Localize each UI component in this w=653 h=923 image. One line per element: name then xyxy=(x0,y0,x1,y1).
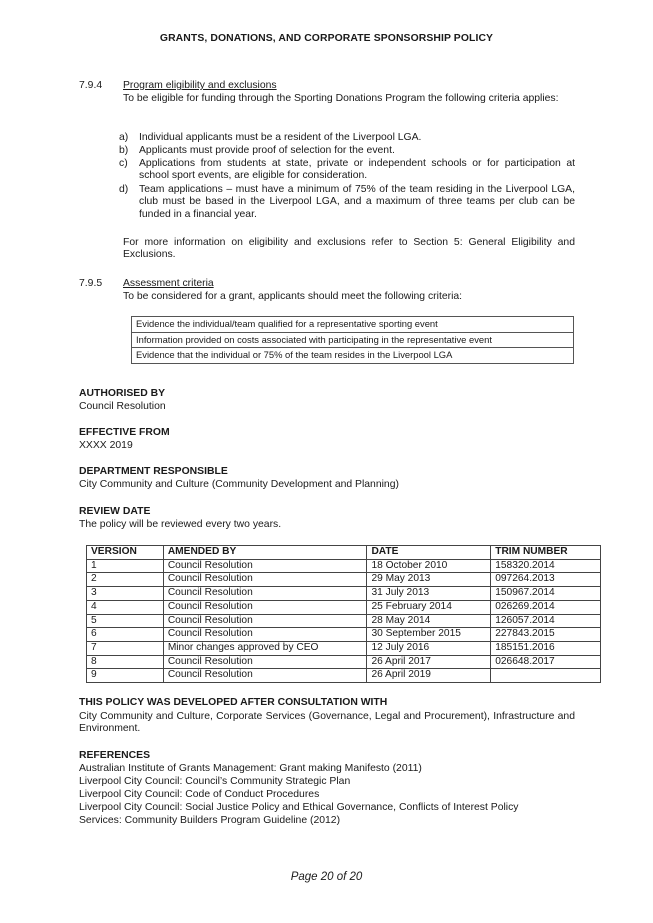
table-cell: 026269.2014 xyxy=(491,600,601,614)
table-cell: Minor changes approved by CEO xyxy=(163,641,367,655)
section-number-794: 7.9.4 xyxy=(79,80,103,91)
criteria-cell: Information provided on costs associated with participating in the representative event xyxy=(132,332,574,348)
table-cell: Council Resolution xyxy=(163,587,367,601)
section-title-795: Assessment criteria xyxy=(123,278,214,289)
table-cell: 28 May 2014 xyxy=(367,614,491,628)
list-item-letter: b) xyxy=(119,145,129,156)
table-row xyxy=(87,628,601,642)
criteria-table xyxy=(131,316,574,364)
page-header-title: GRANTS, DONATIONS, AND CORPORATE SPONSORSHIP POLICY xyxy=(159,33,494,44)
table-cell: Council Resolution xyxy=(163,559,367,573)
table-cell: 026648.2017 xyxy=(491,655,601,669)
department-heading: DEPARTMENT RESPONSIBLE xyxy=(79,466,228,477)
table-cell: Council Resolution xyxy=(163,600,367,614)
reference-item: Australian Institute of Grants Management: Grant making Manifesto (2011) xyxy=(79,763,422,774)
table-row xyxy=(132,332,574,348)
list-item-letter: d) xyxy=(119,184,129,195)
review-date-value: The policy will be reviewed every two years. xyxy=(79,519,282,530)
section-795-intro: To be considered for a grant, applicants should meet the following criteria: xyxy=(123,291,463,302)
consultation-heading: THIS POLICY WAS DEVELOPED AFTER CONSULTATION WITH xyxy=(79,697,388,708)
column-header: VERSION xyxy=(87,546,164,560)
table-cell: 1 xyxy=(87,559,164,573)
consultation-value: City Community and Culture, Corporate Services (Governance, Legal and Procurement), Infrastructure and Environment. xyxy=(79,711,575,735)
reference-item: Liverpool City Council: Social Justice Policy and Ethical Governance, Conflicts of Interest Policy xyxy=(79,802,519,813)
table-row xyxy=(87,641,601,655)
reference-item: Liverpool City Council: Code of Conduct Procedures xyxy=(79,789,320,800)
table-cell: 12 July 2016 xyxy=(367,641,491,655)
table-cell: 31 July 2013 xyxy=(367,587,491,601)
table-row xyxy=(87,669,601,683)
table-cell: 097264.2013 xyxy=(491,573,601,587)
table-cell: 9 xyxy=(87,669,164,683)
page-number: Page 20 of 20 xyxy=(290,871,363,883)
table-cell: Council Resolution xyxy=(163,628,367,642)
section-794-intro: To be eligible for funding through the Sporting Donations Program the following criteria applies: xyxy=(123,93,559,104)
table-row xyxy=(132,317,574,333)
version-table xyxy=(86,545,601,683)
table-cell: Council Resolution xyxy=(163,655,367,669)
column-header: AMENDED BY xyxy=(163,546,367,560)
table-cell: 2 xyxy=(87,573,164,587)
table-cell: 26 April 2017 xyxy=(367,655,491,669)
table-cell: 158320.2014 xyxy=(491,559,601,573)
table-row xyxy=(87,655,601,669)
table-row xyxy=(132,348,574,364)
table-cell xyxy=(491,669,601,683)
list-item-text: Applications from students at state, private or independent schools or for participation at school sport events, are eligible for consideration. xyxy=(139,158,575,182)
table-cell: 6 xyxy=(87,628,164,642)
reference-item: Liverpool City Council: Council’s Community Strategic Plan xyxy=(79,776,351,787)
table-cell: 3 xyxy=(87,587,164,601)
criteria-cell: Evidence the individual/team qualified for a representative sporting event xyxy=(132,317,574,333)
criteria-cell: Evidence that the individual or 75% of the team resides in the Liverpool LGA xyxy=(132,348,574,364)
table-cell: 18 October 2010 xyxy=(367,559,491,573)
list-item-letter: c) xyxy=(119,158,128,169)
section-title-794: Program eligibility and exclusions xyxy=(123,80,277,91)
table-cell: 7 xyxy=(87,641,164,655)
column-header: TRIM NUMBER xyxy=(491,546,601,560)
table-cell: Council Resolution xyxy=(163,573,367,587)
authorised-by-heading: AUTHORISED BY xyxy=(79,388,166,399)
table-cell: 26 April 2019 xyxy=(367,669,491,683)
table-cell: 150967.2014 xyxy=(491,587,601,601)
section-number-795: 7.9.5 xyxy=(79,278,103,289)
table-row xyxy=(87,559,601,573)
column-header: DATE xyxy=(367,546,491,560)
list-item-letter: a) xyxy=(119,132,129,143)
table-row xyxy=(87,614,601,628)
effective-from-heading: EFFECTIVE FROM xyxy=(79,427,170,438)
table-cell: 185151.2016 xyxy=(491,641,601,655)
table-cell: 227843.2015 xyxy=(491,628,601,642)
table-row xyxy=(87,600,601,614)
table-cell: 5 xyxy=(87,614,164,628)
table-row xyxy=(87,573,601,587)
table-cell: 126057.2014 xyxy=(491,614,601,628)
review-date-heading: REVIEW DATE xyxy=(79,506,151,517)
table-cell: Council Resolution xyxy=(163,669,367,683)
list-item-text: Team applications – must have a minimum of 75% of the team residing in the Liverpool LGA, club must be based in the Liverpool LGA, and a maximum of three teams per club can be funded in a financial year. xyxy=(139,184,575,220)
table-cell: 30 September 2015 xyxy=(367,628,491,642)
effective-from-value: XXXX 2019 xyxy=(79,440,133,451)
table-cell: 8 xyxy=(87,655,164,669)
department-value: City Community and Culture (Community Development and Planning) xyxy=(79,479,399,490)
table-cell: 25 February 2014 xyxy=(367,600,491,614)
list-item-text: Individual applicants must be a resident of the Liverpool LGA. xyxy=(139,132,422,143)
table-cell: Council Resolution xyxy=(163,614,367,628)
table-cell: 4 xyxy=(87,600,164,614)
reference-item: Services: Community Builders Program Guideline (2012) xyxy=(79,815,341,826)
authorised-by-value: Council Resolution xyxy=(79,401,166,412)
table-header-row xyxy=(87,546,601,560)
section-794-more-info: For more information on eligibility and exclusions refer to Section 5: General Eligibility and Exclusions. xyxy=(123,237,575,261)
references-heading: REFERENCES xyxy=(79,750,151,761)
table-cell: 29 May 2013 xyxy=(367,573,491,587)
list-item-text: Applicants must provide proof of selection for the event. xyxy=(139,145,395,156)
table-row xyxy=(87,587,601,601)
